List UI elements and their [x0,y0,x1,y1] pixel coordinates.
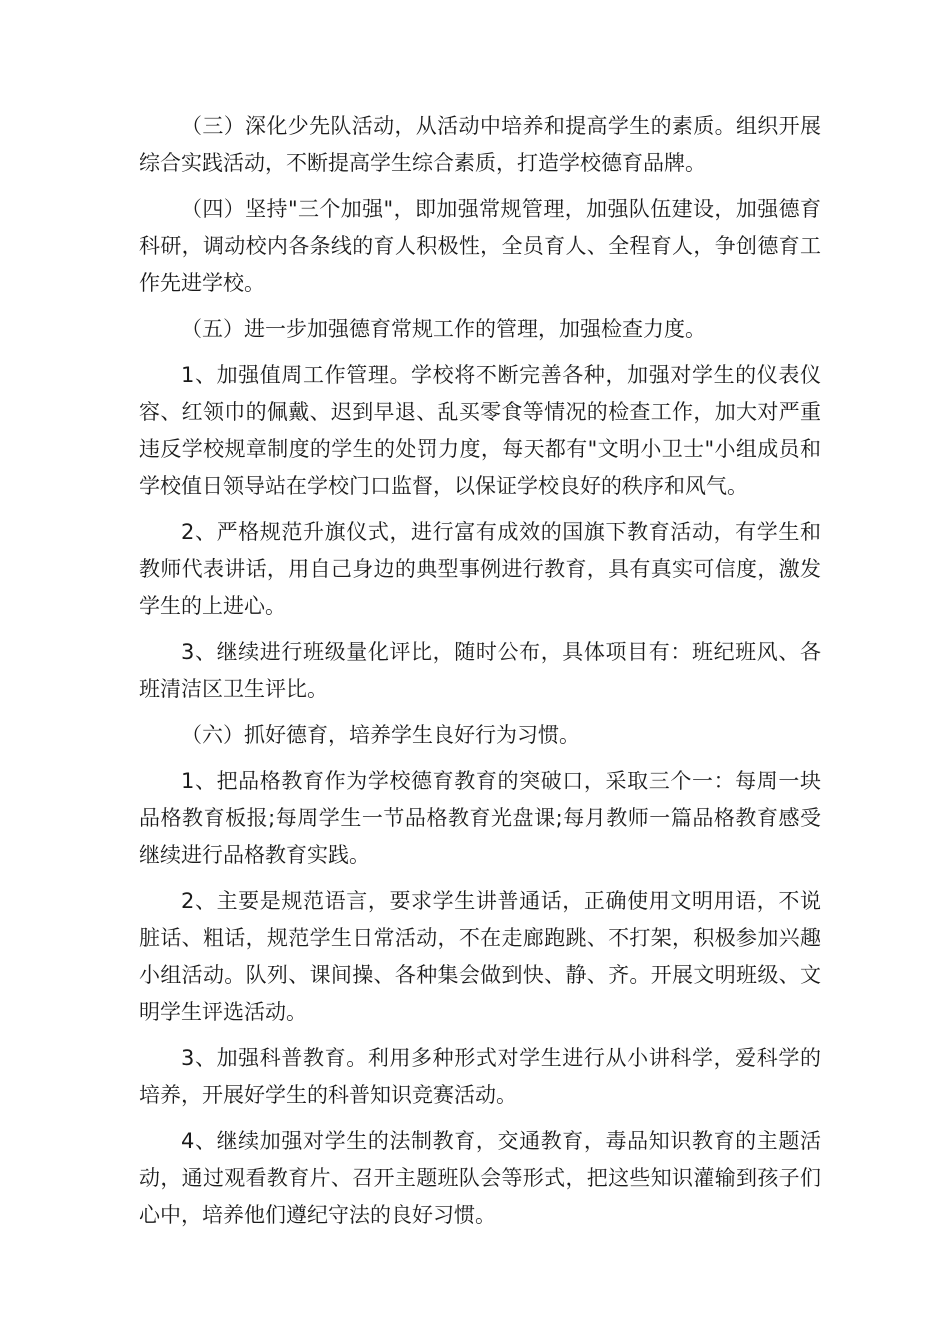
paragraph-section-6-item-4: 4、继续加强对学生的法制教育，交通教育，毒品知识教育的主题活动，通过观看教育片、召开主题班队会等形式，把这些知识灌输到孩子们心中，培养他们遵纪守法的良好习惯。 [139,1129,821,1227]
document-body [139,108,821,1243]
paragraph-section-5-item-1: 1、加强值周工作管理。学校将不断完善各种，加强对学生的仪表仪容、红领巾的佩戴、迟到早退、乱买零食等情况的检查工作，加大对严重违反学校规章制度的学生的处罚力度，每天都有"文明小卫士"小组成员和学校值日领导站在学校门口监督，以保证学校良好的秩序和风气。 [139,363,821,498]
paragraph-section-3: （三）深化少先队活动，从活动中培养和提高学生的素质。组织开展综合实践活动，不断提高学生综合素质，打造学校德育品牌。 [139,114,821,175]
paragraph-section-6-item-2: 2、主要是规范语言，要求学生讲普通话，正确使用文明用语，不说脏话、粗话，规范学生日常活动，不在走廊跑跳、不打架，积极参加兴趣小组活动。队列、课间操、各种集会做到快、静、齐。开展文明班级、文明学生评选活动。 [139,889,821,1024]
paragraph-section-6-item-3: 3、加强科普教育。利用多种形式对学生进行从小讲科学，爱科学的培养，开展好学生的科普知识竞赛活动。 [139,1046,821,1107]
paragraph-section-4: （四）坚持"三个加强"，即加强常规管理，加强队伍建设，加强德育科研，调动校内各条线的育人积极性，全员育人、全程育人，争创德育工作先进学校。 [139,197,821,295]
paragraph-section-6-heading: （六）抓好德育，培养学生良好行为习惯。 [181,723,580,747]
paragraph-section-6-item-1: 1、把品格教育作为学校德育教育的突破口，采取三个一：每周一块品格教育板报;每周学生一节品格教育光盘课;每月教师一篇品格教育感受继续进行品格教育实践。 [139,769,821,867]
paragraph-section-5-item-3: 3、继续进行班级量化评比，随时公布，具体项目有：班纪班风、各班清洁区卫生评比。 [139,640,821,701]
paragraph-section-5-heading: （五）进一步加强德育常规工作的管理，加强检查力度。 [181,317,706,341]
paragraph-section-5-item-2: 2、严格规范升旗仪式，进行富有成效的国旗下教育活动，有学生和教师代表讲话，用自己身边的典型事例进行教育，具有真实可信度，激发学生的上进心。 [139,520,821,618]
